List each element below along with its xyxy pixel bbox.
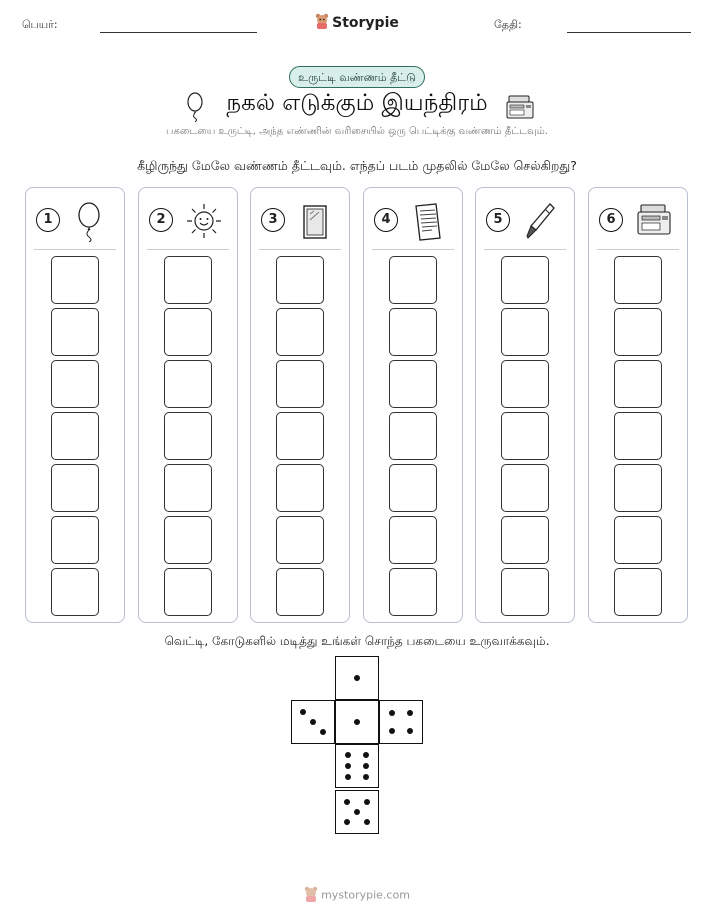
color-box[interactable] — [164, 256, 212, 304]
color-box[interactable] — [51, 308, 99, 356]
die-pip — [354, 675, 360, 681]
color-box[interactable] — [389, 412, 437, 460]
race-column-4 — [363, 187, 463, 623]
name-label: பெயர்: — [22, 18, 58, 31]
die-pip — [363, 763, 369, 769]
column-divider — [484, 249, 566, 250]
column-number: 5 — [486, 208, 510, 232]
die-pip — [320, 729, 326, 735]
die-pip — [363, 774, 369, 780]
fountain-pen-icon — [522, 202, 558, 246]
race-column-6 — [588, 187, 688, 623]
brand-logo — [0, 13, 714, 33]
bear-icon — [304, 886, 318, 905]
footer-url[interactable]: mystorypie.com — [321, 888, 410, 902]
color-box[interactable] — [389, 464, 437, 512]
column-number: 6 — [599, 208, 623, 232]
color-box[interactable] — [614, 568, 662, 616]
color-box[interactable] — [501, 308, 549, 356]
glass-panel-icon — [297, 202, 331, 246]
brand-name: Storypie — [332, 15, 399, 31]
color-box[interactable] — [614, 308, 662, 356]
color-box[interactable] — [389, 360, 437, 408]
color-box[interactable] — [164, 308, 212, 356]
die-pip — [407, 728, 413, 734]
color-box[interactable] — [276, 516, 324, 564]
column-divider — [597, 249, 679, 250]
color-box[interactable] — [164, 412, 212, 460]
color-box[interactable] — [501, 412, 549, 460]
color-box[interactable] — [276, 360, 324, 408]
race-column-1 — [25, 187, 125, 623]
color-box[interactable] — [389, 256, 437, 304]
color-box[interactable] — [501, 256, 549, 304]
die-pip — [354, 809, 360, 815]
color-box[interactable] — [51, 568, 99, 616]
column-divider — [259, 249, 341, 250]
die-pip — [407, 710, 413, 716]
color-box[interactable] — [501, 464, 549, 512]
document-icon — [410, 202, 446, 246]
bear-icon — [315, 13, 329, 33]
column-number: 1 — [36, 208, 60, 232]
color-box[interactable] — [389, 516, 437, 564]
die-pip — [344, 819, 350, 825]
balloon-icon — [72, 202, 106, 246]
die-pip — [363, 752, 369, 758]
die-pip — [345, 774, 351, 780]
die-pip — [344, 799, 350, 805]
color-box[interactable] — [389, 308, 437, 356]
color-box[interactable] — [164, 464, 212, 512]
die-face-6 — [335, 744, 379, 788]
die-instruction: வெட்டி, கோடுகளில் மடித்து உங்கள் சொந்த பகடையை உருவாக்கவும். — [164, 634, 550, 648]
color-box[interactable] — [51, 256, 99, 304]
color-box[interactable] — [276, 412, 324, 460]
die-pip — [300, 709, 306, 715]
color-box[interactable] — [501, 568, 549, 616]
column-number: 2 — [149, 208, 173, 232]
date-label: தேதி: — [494, 18, 522, 31]
color-box[interactable] — [51, 516, 99, 564]
column-divider — [372, 249, 454, 250]
color-box[interactable] — [276, 568, 324, 616]
subtitle: பகடையை உருட்டி, அந்த எண்ணின் வரிசையில் ஒரு பெட்டிக்கு வண்ணம் தீட்டவும். — [166, 126, 548, 137]
color-box[interactable] — [614, 464, 662, 512]
color-box[interactable] — [276, 308, 324, 356]
die-pip — [389, 728, 395, 734]
die-face-4 — [379, 700, 423, 744]
color-box[interactable] — [614, 360, 662, 408]
photocopier-icon — [635, 202, 673, 242]
page-title: நகல் எடுக்கும் இயந்திரம் — [226, 90, 488, 116]
column-number: 4 — [374, 208, 398, 232]
color-box[interactable] — [501, 516, 549, 564]
color-box[interactable] — [164, 516, 212, 564]
color-box[interactable] — [501, 360, 549, 408]
race-column-2 — [138, 187, 238, 623]
color-box[interactable] — [276, 464, 324, 512]
color-box[interactable] — [614, 516, 662, 564]
die-face-3 — [291, 700, 335, 744]
die-pip — [364, 799, 370, 805]
column-divider — [147, 249, 229, 250]
color-box[interactable] — [51, 360, 99, 408]
race-column-5 — [475, 187, 575, 623]
die-pip — [310, 719, 316, 725]
footer — [0, 886, 714, 905]
column-number: 3 — [261, 208, 285, 232]
date-line[interactable] — [567, 32, 691, 33]
color-box[interactable] — [614, 412, 662, 460]
die-pip — [389, 710, 395, 716]
photocopier-icon — [505, 94, 535, 124]
color-box[interactable] — [614, 256, 662, 304]
color-box[interactable] — [164, 568, 212, 616]
die-pip — [345, 752, 351, 758]
die-face-1 — [335, 700, 379, 744]
race-column-3 — [250, 187, 350, 623]
color-box[interactable] — [389, 568, 437, 616]
column-divider — [34, 249, 116, 250]
activity-tag: உருட்டி வண்ணம் தீட்டு — [289, 66, 425, 88]
color-box[interactable] — [164, 360, 212, 408]
die-pip — [345, 763, 351, 769]
sun-icon — [185, 202, 223, 244]
color-box[interactable] — [276, 256, 324, 304]
color-box[interactable] — [51, 412, 99, 460]
die-face-5 — [335, 790, 379, 834]
die-face-1 — [335, 656, 379, 700]
die-pip — [364, 819, 370, 825]
color-box[interactable] — [51, 464, 99, 512]
die-pip — [354, 719, 360, 725]
instruction: கீழிருந்து மேலே வண்ணம் தீட்டவும். எந்தப் படம் முதலில் மேலே செல்கிறது? — [137, 158, 577, 173]
